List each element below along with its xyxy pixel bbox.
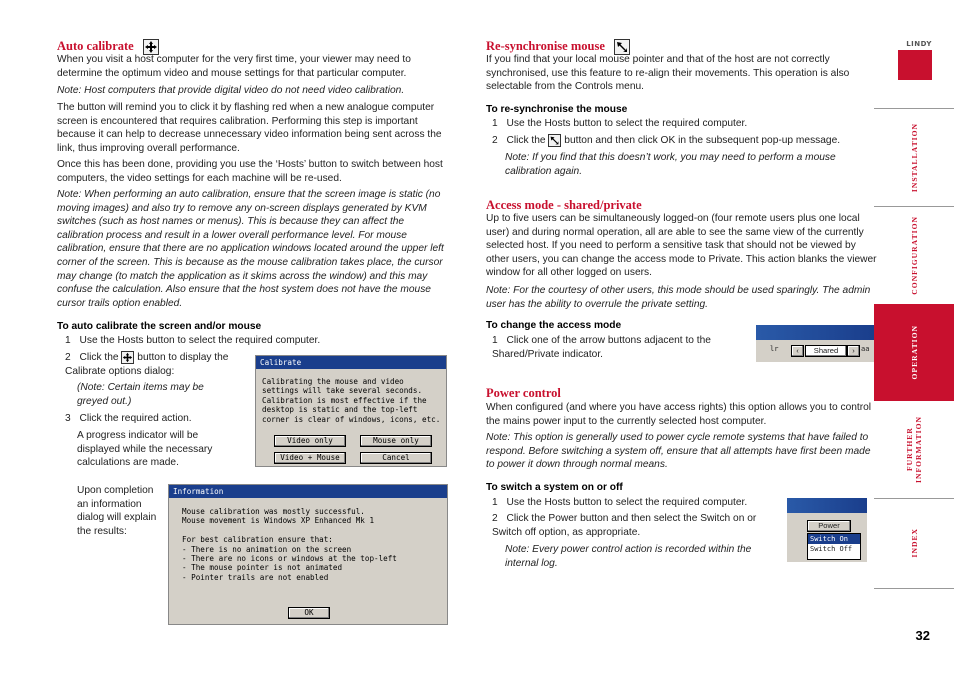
access-mode-subheading: To change the access mode <box>486 320 622 331</box>
access-mode-note: Note: For the courtesy of other users, this mode should be used sparingly. The admin user has the ability to overrule the private setting. <box>486 285 871 310</box>
tab-operation[interactable]: OPERATION <box>874 304 954 401</box>
greyed-note: (Note: Certain items may be greyed out.) <box>77 382 204 407</box>
auto-calibrate-heading: Auto calibrate <box>57 39 159 55</box>
page-number: 32 <box>915 628 930 643</box>
hosts-button-paragraph: Once this has been done, providing you use the ‘Hosts’ button to switch between host computers, the video settings for each machine will be re-used. <box>57 159 443 184</box>
toolbar-right-text: aa <box>861 345 870 353</box>
toolbar-titlebar <box>756 325 874 340</box>
step-text-b: button and then click OK in the subsequent pop-up message. <box>564 135 841 147</box>
step-number: 3 <box>65 413 71 424</box>
step-text: Use the Hosts button to select the required computer. <box>506 118 748 129</box>
access-mode-heading: Access mode - shared/private <box>486 198 642 212</box>
logo-red-block <box>898 50 932 80</box>
access-step-1 <box>492 334 737 361</box>
access-prev-arrow-button[interactable]: ‹ <box>791 345 804 357</box>
resync-subheading: To re-synchronise the mouse <box>486 104 628 115</box>
calibrate-dialog <box>255 355 447 467</box>
auto-calibrate-subheading: To auto calibrate the screen and/or mouse <box>57 321 262 332</box>
step-text: Click one of the arrow buttons adjacent to the Shared/Private indicator. <box>492 335 711 360</box>
step-3 <box>65 412 243 426</box>
step-text-a: Click the <box>506 135 546 147</box>
power-control-note: Note: This option is generally used to power cycle remote systems that have failed to respond. Before switching a system off, ensure that all attempts have first been made to power it down through normal means. <box>486 432 871 471</box>
resync-step-2 <box>492 134 877 148</box>
step-number: 2 <box>65 352 71 364</box>
video-mouse-button[interactable]: Video + Mouse <box>274 452 346 464</box>
calibration-note: Note: When performing an auto calibration, ensure that the screen image is static (no moving images) and also try to remove any on-screen displays generated by KVM switches (such as host names or menus). This is because they can affect the calibration process and result in a lower overall performance level. For mouse calibration, ensure that there are no application windows located around the upper left corner of the screen. This is because as the mouse calibration takes place, the cursor may change (to match the application as it skims across the window) and this may confuse the calculation. Also ensure that the host system does not have the mouse cursor trails option enabled. <box>57 189 444 309</box>
resync-step-1 <box>492 117 872 131</box>
lindy-logo <box>898 40 932 80</box>
toolbar-titlebar <box>787 498 867 513</box>
dialog-title: Information <box>169 485 447 498</box>
power-dropdown-menu <box>807 533 861 560</box>
video-only-button[interactable]: Video only <box>274 435 346 447</box>
tab-further-information[interactable]: FURTHER INFORMATION <box>905 416 923 483</box>
resync-arrow-icon <box>548 134 561 147</box>
tab-installation[interactable]: INSTALLATION <box>909 122 919 193</box>
step-text: Click the Power button and then select the Switch on or Switch off option, as appropriate. <box>492 513 757 538</box>
flashing-button-paragraph: The button will remind you to click it by flashing red when a new analogue computer screen is encountered that requires calibration. Performing this step is important because it can help to decrease unnecessary video information being sent across the link, thus improving overall performance. <box>57 102 442 154</box>
information-dialog <box>168 484 448 625</box>
step-number: 2 <box>492 135 498 147</box>
step-number: 2 <box>492 513 498 524</box>
step-text: Use the Hosts button to select the required computer. <box>79 335 321 346</box>
completion-text: Upon completion an information dialog will explain the results: <box>77 485 157 537</box>
toolbar-left-text: lr <box>770 345 779 353</box>
power-subheading: To switch a system on or off <box>486 482 623 493</box>
mouse-only-button[interactable]: Mouse only <box>360 435 432 447</box>
switch-on-menu-item[interactable]: Switch On <box>808 534 860 544</box>
dialog-body: Calibrating the mouse and video settings will take several seconds. Calibration is most effective if the desktop is static and the top-left corner is clear of windows, icons, etc. <box>262 377 441 424</box>
move-arrows-icon <box>121 351 134 364</box>
tab-index[interactable]: INDEX <box>909 528 919 558</box>
resync-paragraph: If you find that your local mouse pointer and that of the host are not correctly synchronised, use this feature to re-align their movements. This operation is also selectable from the Controls menu. <box>486 54 850 93</box>
step-2 <box>65 351 243 378</box>
resync-heading: Re-synchronise mouse <box>486 39 630 55</box>
progress-text: A progress indicator will be displayed while the necessary calculations are made. <box>77 430 213 469</box>
power-note: Note: Every power control action is recorded within the internal log. <box>505 544 752 569</box>
step-text-a: Click the <box>79 352 119 364</box>
access-mode-indicator: Shared <box>805 345 847 357</box>
power-control-paragraph: When configured (and where you have access rights) this option allows you to control the mains power input to the currently selected host computer. <box>486 402 872 427</box>
dialog-title: Calibrate <box>256 356 446 369</box>
power-step-1 <box>492 496 772 510</box>
digital-video-note: Note: Host computers that provide digital video do not need video calibration. <box>57 85 405 96</box>
access-mode-toolbar <box>756 325 874 362</box>
step-1 <box>65 334 445 348</box>
access-next-arrow-button[interactable]: › <box>847 345 860 357</box>
power-button[interactable]: Power <box>807 520 851 532</box>
step-text: Click the required action. <box>79 413 192 424</box>
step-text-b: button to display the Calibrate options dialog: <box>65 352 229 377</box>
cancel-button[interactable]: Cancel <box>360 452 432 464</box>
auto-calibrate-intro: When you visit a host computer for the very first time, your viewer may need to determine the optimum video and mouse settings for that particular computer. <box>57 54 411 79</box>
step-number: 1 <box>492 497 498 508</box>
ok-button[interactable]: OK <box>288 607 330 619</box>
logo-text: LINDY <box>906 40 932 48</box>
access-mode-paragraph: Up to five users can be simultaneously logged-on (four remote users plus one local user) and during normal operation, all are able to see the same view of the currently selected host. If you need to perform a sensitive task that should not be viewed by other users, you can change the access mode to Private. This action blanks the viewer window for all other logged on users. <box>486 213 877 279</box>
switch-off-menu-item[interactable]: Switch Off <box>810 545 853 553</box>
dialog-body: Mouse calibration was mostly successful. Mouse movement is Windows XP Enhanced Mk 1 For best calibration ensure that: - There is no animation on the screen - There are no icons or windows at the top-left - The mouse pointer is not animated - Pointer trails are not enabled <box>182 507 397 582</box>
power-control-heading: Power control <box>486 386 561 400</box>
tab-configuration[interactable]: CONFIGURATION <box>909 215 919 295</box>
step-number: 1 <box>65 335 71 346</box>
resync-note: Note: If you find that this doesn’t work, you may need to perform a mouse calibration again. <box>505 152 836 177</box>
step-number: 1 <box>492 335 498 346</box>
power-menu-screenshot <box>787 498 867 562</box>
step-text: Use the Hosts button to select the required computer. <box>506 497 748 508</box>
step-number: 1 <box>492 118 498 129</box>
power-step-2 <box>492 512 767 539</box>
